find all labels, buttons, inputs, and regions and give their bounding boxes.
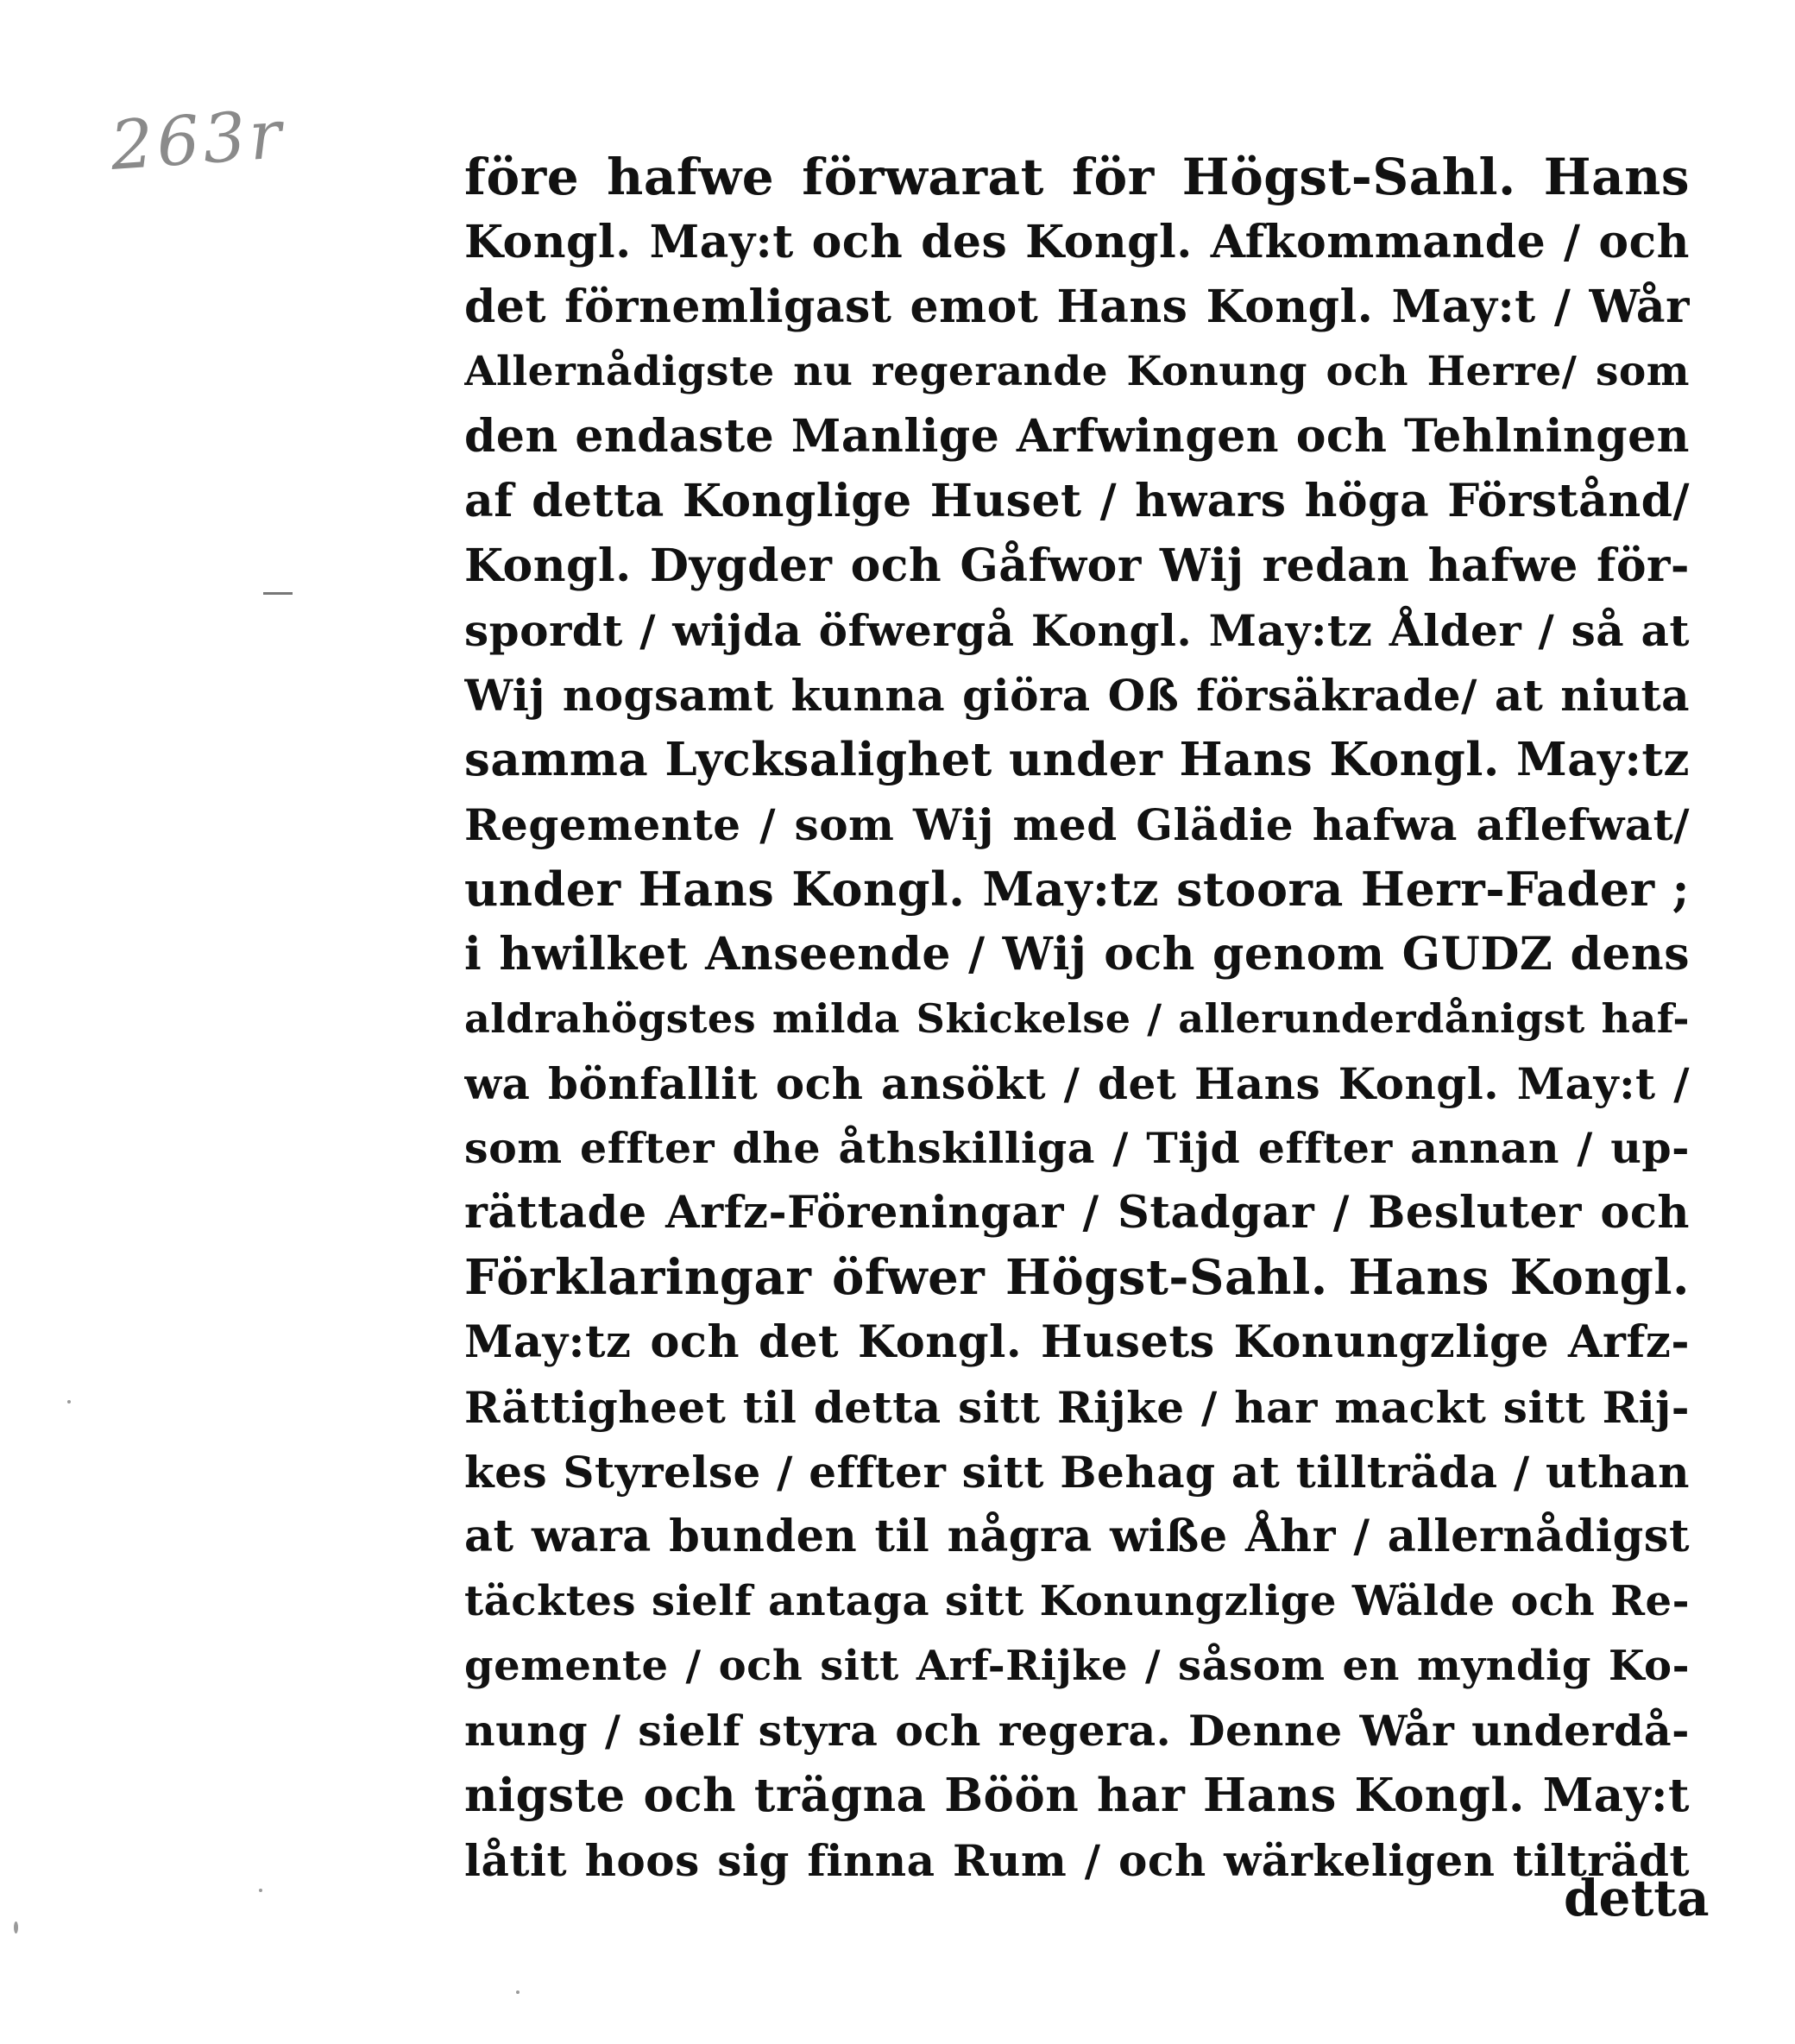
margin-mark [263,592,293,595]
text-line: gemente / och sitt Arf-Rijke / såsom en myndig Ko- [464,1642,1690,1690]
text-line: aldrahögstes milda Skickelse / allerunderdånigst haf- [464,995,1690,1042]
text-line: rättade Arfz-Föreningar / Stadgar / Besluter och [464,1187,1690,1239]
text-line: täcktes sielf antaga sitt Konungzlige Wälde och Re- [464,1577,1690,1625]
margin-dot [14,1921,18,1934]
text-line: den endaste Manlige Arfwingen och Tehlningen [464,410,1690,463]
text-line: Rättigheet til detta sitt Rijke / har mackt sitt Rij- [464,1382,1690,1433]
text-line: nigste och trägna Böön har Hans Kongl. May:t [464,1769,1690,1822]
text-line: Kongl. Dygder och Gåfwor Wij redan hafwe för- [464,539,1690,592]
margin-dot [67,1400,71,1404]
folio-number: 263r [108,96,288,186]
text-line: det förnemligast emot Hans Kongl. May:t / Wår [464,281,1690,333]
text-line: Förklaringar öfwer Högst-Sahl. Hans Kongl. [464,1249,1690,1306]
text-line: af detta Konglige Huset / hwars höga Förstånd/ [464,475,1690,527]
margin-dot [259,1889,262,1892]
text-line: före hafwe förwarat för Högst-Sahl. Hans [464,148,1690,206]
text-line: i hwilket Anseende / Wij och genom GUDZ dens [464,928,1690,981]
catchword: detta [1564,1869,1710,1927]
text-line: spordt / wijda öfwergå Kongl. May:tz Ålder / så at [464,605,1690,656]
text-line: Allernådigste nu regerande Konung och Herre/ som [464,348,1690,395]
text-line: kes Styrelse / effter sitt Behag at tillträda / uthan [464,1447,1690,1498]
text-line: wa bönfallit och ansökt / det Hans Kongl. May:t / [464,1058,1690,1109]
text-line: som effter dhe åthskilliga / Tijd effter annan / up- [464,1123,1690,1173]
text-line: nung / sielf styra och regera. Denne Wår underdå- [464,1706,1690,1756]
margin-dot [516,1990,520,1994]
text-line: Kongl. May:t och des Kongl. Afkommande / och [464,216,1690,268]
text-line: samma Lycksalighet under Hans Kongl. May:tz [464,733,1690,786]
text-line: låtit hoos sig finna Rum / och wärkeligen tilträdt [464,1835,1690,1886]
text-line: May:tz och det Kongl. Husets Konungzlige Arfz- [464,1316,1690,1368]
text-line: Wij nogsamt kunna giöra Oß försäkrade/ at niuta [464,670,1690,721]
body-text [464,145,1690,1893]
text-line: under Hans Kongl. May:tz stoora Herr-Fader ; [464,861,1690,917]
text-line: Regemente / som Wij med Glädie hafwa aflefwat/ [464,799,1690,850]
text-line: at wara bunden til några wiße Åhr / allernådigst [464,1511,1690,1562]
